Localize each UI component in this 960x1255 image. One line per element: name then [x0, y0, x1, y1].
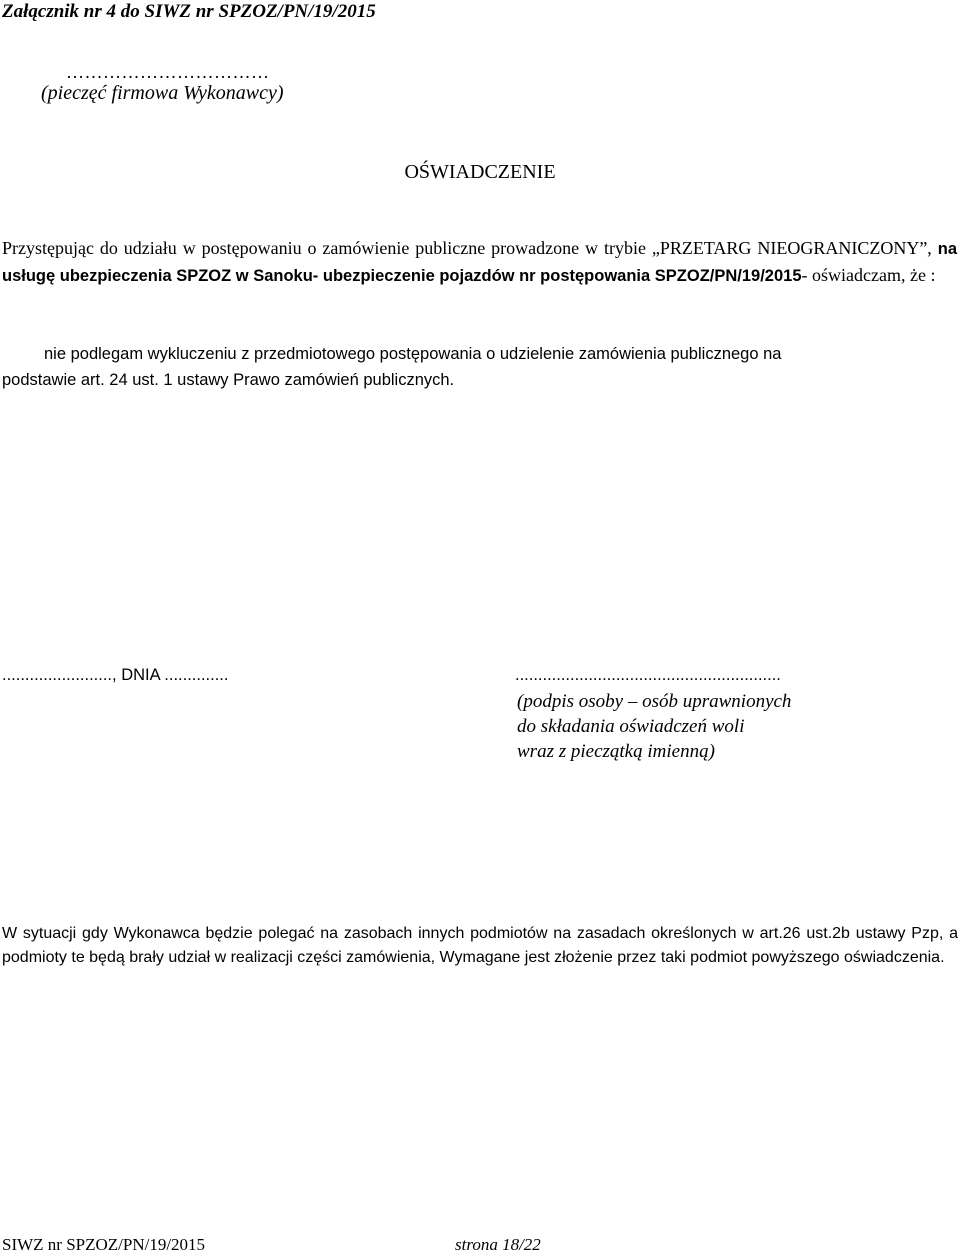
declaration-line-2: podstawie art. 24 ust. 1 ustawy Prawo zamówień publicznych. [2, 371, 455, 389]
document-title: OŚWIADCZENIE [404, 161, 556, 183]
signature-line: .......................................................... [515, 666, 781, 684]
intro-text: Przystępując do udziału w postępowaniu o zamówienie publiczne prowadzone w trybie „PRZETARG NIEOGRANICZONY”, [2, 238, 938, 258]
intro-paragraph [2, 235, 957, 289]
document-header: Załącznik nr 4 do SIWZ nr SPZOZ/PN/19/2015 [2, 1, 376, 22]
place-date-field: ........................, DNIA .............. [2, 666, 229, 684]
stamp-placeholder: …………………………… [66, 62, 270, 82]
intro-bold-text: na usługę ubezpieczenia SPZOZ w Sanoku- ubezpieczenie pojazdów nr postępowania SPZOZ/PN/19/2015 [2, 240, 957, 285]
signature-caption-line: wraz z pieczątką imienną) [517, 741, 715, 762]
footer-reference: SIWZ nr SPZOZ/PN/19/2015 [2, 1235, 206, 1254]
signature-caption [517, 689, 791, 764]
signature-caption-line: do składania oświadczeń woli [517, 716, 745, 737]
intro-tail: - oświadczam, że : [801, 265, 936, 285]
page-number: strona 18/22 [455, 1235, 541, 1254]
footnote-paragraph: W sytuacji gdy Wykonawca będzie polegać na zasobach innych podmiotów na zasadach określonych w art.26 ust.2b ustawy Pzp, a podmioty te będą brały udział w realizacji części zamówienia, Wymagane jest złożenie przez taki podmiot powyższego oświadczenia. [2, 925, 958, 966]
stamp-caption: (pieczęć firmowa Wykonawcy) [41, 82, 284, 104]
signature-caption-line: (podpis osoby – osób uprawnionych [517, 691, 792, 712]
declaration-line-1: nie podlegam wykluczeniu z przedmiotowego postępowania o udzielenie zamówienia publicznego na [44, 345, 782, 363]
